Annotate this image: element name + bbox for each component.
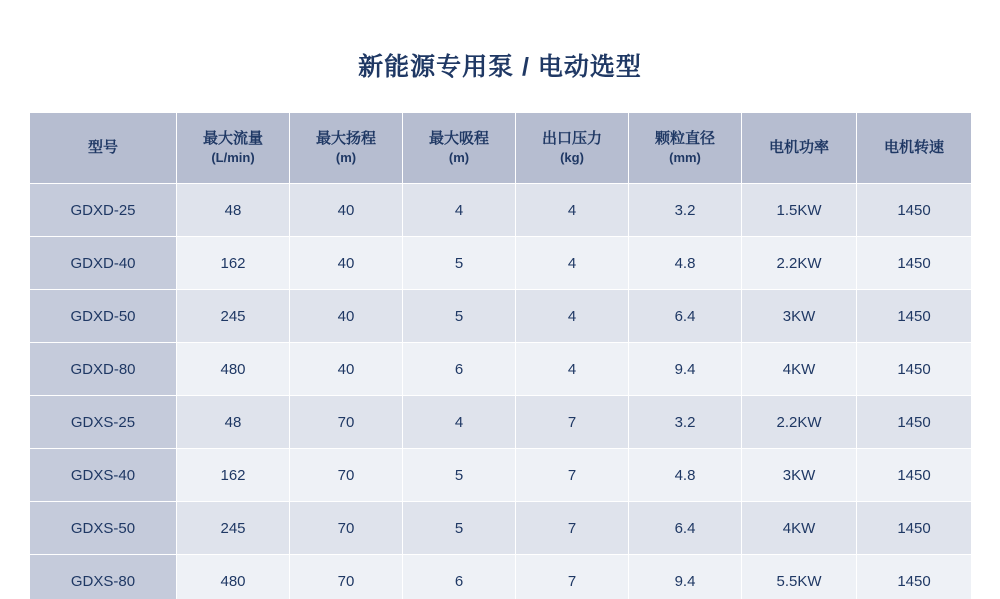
cell-outlet-pressure: 4 (516, 184, 629, 237)
column-header-label: 颗粒直径 (654, 130, 715, 148)
column-header-particle-diameter (629, 113, 742, 184)
cell-model: GDXS-25 (30, 396, 177, 449)
cell-max-flow: 245 (177, 290, 290, 343)
column-header-motor-power (742, 113, 857, 184)
cell-max-head: 40 (290, 343, 403, 396)
cell-particle-diameter: 9.4 (629, 555, 742, 599)
column-header-outlet-pressure (516, 113, 629, 184)
cell-particle-diameter: 4.8 (629, 237, 742, 290)
cell-motor-speed: 1450 (857, 343, 972, 396)
cell-motor-speed: 1450 (857, 555, 972, 599)
column-header-label: 电机转速 (883, 138, 944, 156)
cell-model: GDXS-80 (30, 555, 177, 599)
cell-particle-diameter: 4.8 (629, 449, 742, 502)
cell-particle-diameter: 6.4 (629, 502, 742, 555)
cell-particle-diameter: 9.4 (629, 343, 742, 396)
column-header-unit: (L/min) (211, 150, 255, 166)
cell-max-flow: 480 (177, 555, 290, 599)
cell-max-flow: 245 (177, 502, 290, 555)
table-row (30, 237, 972, 290)
table-row (30, 343, 972, 396)
table-row (30, 290, 972, 343)
column-header-label: 电机功率 (768, 138, 829, 156)
table-row (30, 555, 972, 599)
cell-max-head: 70 (290, 396, 403, 449)
cell-max-flow: 162 (177, 449, 290, 502)
cell-motor-speed: 1450 (857, 290, 972, 343)
column-header-motor-speed (857, 113, 972, 184)
column-header-label: 型号 (87, 138, 118, 156)
cell-max-head: 70 (290, 555, 403, 599)
cell-max-head: 40 (290, 237, 403, 290)
cell-outlet-pressure: 7 (516, 502, 629, 555)
cell-motor-speed: 1450 (857, 502, 972, 555)
cell-model: GDXD-40 (30, 237, 177, 290)
spec-table-container (29, 112, 971, 599)
cell-model: GDXS-40 (30, 449, 177, 502)
cell-model: GDXD-80 (30, 343, 177, 396)
cell-motor-power: 2.2KW (742, 396, 857, 449)
column-header-label: 出口压力 (541, 130, 602, 148)
cell-max-suction: 4 (403, 184, 516, 237)
cell-model: GDXD-50 (30, 290, 177, 343)
column-header-label: 最大扬程 (315, 130, 376, 148)
cell-max-flow: 162 (177, 237, 290, 290)
table-header (30, 113, 972, 184)
page-title: 新能源专用泵 / 电动选型 (358, 53, 642, 81)
column-header-unit: (kg) (560, 150, 584, 166)
cell-particle-diameter: 3.2 (629, 184, 742, 237)
cell-motor-power: 1.5KW (742, 184, 857, 237)
cell-max-head: 70 (290, 449, 403, 502)
cell-max-head: 70 (290, 502, 403, 555)
cell-max-suction: 6 (403, 343, 516, 396)
cell-motor-power: 2.2KW (742, 237, 857, 290)
cell-outlet-pressure: 4 (516, 237, 629, 290)
table-body (30, 184, 972, 599)
cell-max-flow: 48 (177, 396, 290, 449)
column-header-unit: (mm) (669, 150, 701, 166)
spec-table (29, 112, 972, 599)
cell-motor-speed: 1450 (857, 237, 972, 290)
column-header-model (30, 113, 177, 184)
column-header-unit: (m) (448, 150, 470, 166)
cell-motor-power: 5.5KW (742, 555, 857, 599)
column-header-max-flow (177, 113, 290, 184)
cell-max-suction: 4 (403, 396, 516, 449)
cell-max-head: 40 (290, 184, 403, 237)
cell-model: GDXS-50 (30, 502, 177, 555)
cell-motor-power: 3KW (742, 449, 857, 502)
table-row (30, 449, 972, 502)
cell-max-suction: 6 (403, 555, 516, 599)
table-row (30, 502, 972, 555)
cell-motor-power: 4KW (742, 502, 857, 555)
cell-max-suction: 5 (403, 449, 516, 502)
cell-model: GDXD-25 (30, 184, 177, 237)
cell-max-flow: 480 (177, 343, 290, 396)
column-header-label: 最大吸程 (428, 130, 489, 148)
cell-max-suction: 5 (403, 290, 516, 343)
cell-particle-diameter: 6.4 (629, 290, 742, 343)
cell-motor-speed: 1450 (857, 396, 972, 449)
column-header-max-head (290, 113, 403, 184)
table-row (30, 396, 972, 449)
cell-motor-speed: 1450 (857, 184, 972, 237)
cell-particle-diameter: 3.2 (629, 396, 742, 449)
cell-outlet-pressure: 7 (516, 449, 629, 502)
cell-motor-speed: 1450 (857, 449, 972, 502)
cell-max-suction: 5 (403, 502, 516, 555)
column-header-max-suction (403, 113, 516, 184)
cell-outlet-pressure: 7 (516, 555, 629, 599)
cell-outlet-pressure: 4 (516, 343, 629, 396)
cell-outlet-pressure: 4 (516, 290, 629, 343)
cell-max-head: 40 (290, 290, 403, 343)
table-row (30, 184, 972, 237)
column-header-unit: (m) (335, 150, 357, 166)
cell-motor-power: 4KW (742, 343, 857, 396)
cell-motor-power: 3KW (742, 290, 857, 343)
column-header-label: 最大流量 (202, 130, 263, 148)
cell-outlet-pressure: 7 (516, 396, 629, 449)
cell-max-flow: 48 (177, 184, 290, 237)
cell-max-suction: 5 (403, 237, 516, 290)
table-header-row (30, 113, 972, 184)
